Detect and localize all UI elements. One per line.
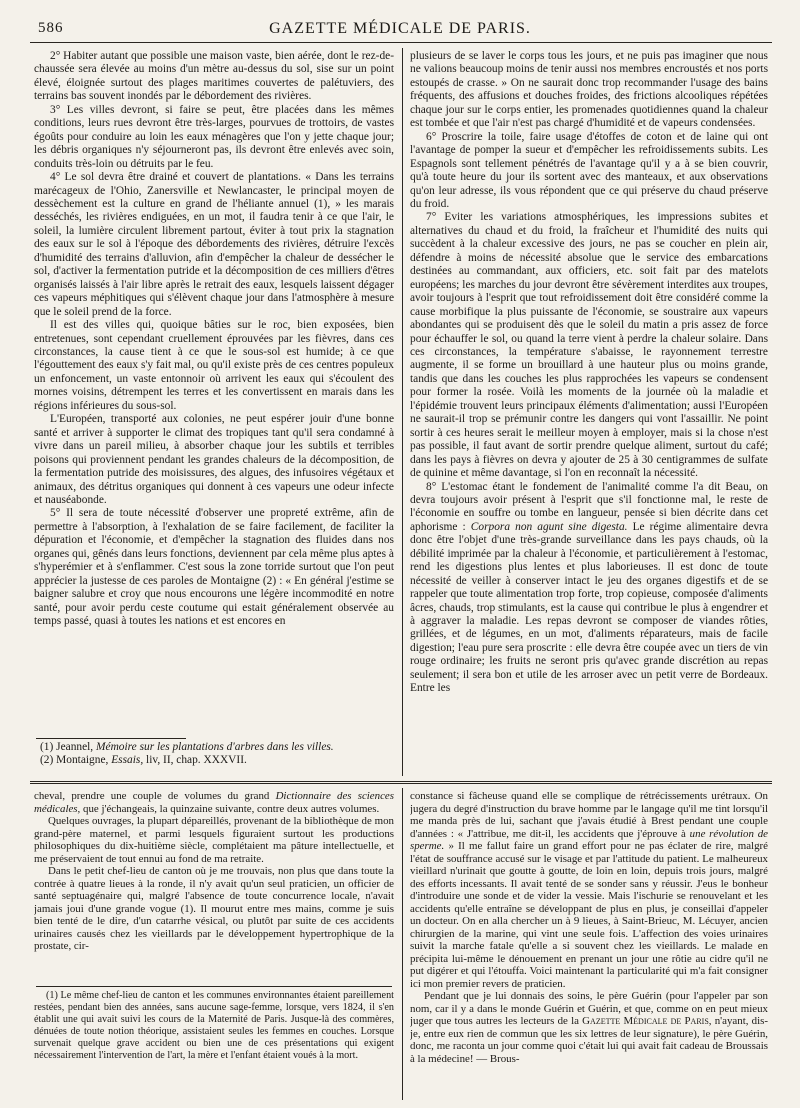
footnote-rule (36, 738, 186, 739)
feuilleton-column-divider (402, 788, 403, 1100)
feuilleton-right-column (410, 790, 768, 1102)
paragraph: 5° Il sera de toute nécessité d'observer une propreté extrême, afin de permettre à l'absorption, à l'exhalation de se faire facilement, de faciliter la dépuration et l'économie, et d'empêcher la stagnation des fluides dans nos organes qui, gênés dans leurs fonctions, deviennent par cela même plus aptes à s'hyperémier et à s'enflammer. C'est sous la zone torride surtout que l'on peut apprécier la justesse de ces paroles de Montaigne (2) : « En général j'estime se baigner salubre et croy que nous encourons une légère incommodité en notre santé, pour avoir perdu ceste coutume qui estait généralement observée au temps passé, quasi à toutes les nations et est encores en (34, 507, 394, 628)
paragraph: plusieurs de se laver le corps tous les jours, et ne puis pas imaginer que nous ne valions beaucoup moins de tenir aussi nos membres encroustés et nos ports estoupés de crasse. » On ne saurait donc trop recommander l'usage des bains fréquents, des affusions et douches froides, des frictions alcooliques répétées chaque jour sur le corps entier, les promenades quotidiennes quand la chaleur est tombée et que l'air n'est pas chargé d'humidité et de vapeurs condensées. (410, 50, 768, 130)
paragraph: Il est des villes qui, quoique bâties sur le roc, bien exposées, bien entretenues, sont cependant cruellement éprouvées par les fièvres, dans ces circonstances, la cause tient à ce que le sous-sol est humide; à ce que l'égouttement des eaux s'y fait mal, ou qu'il existe près de ces centres populeux un enfoncement, un vaste entonnoir où arrivent les eaux qui s'écoulent des mornes voisins, détrempent les terres et les convertissent en marais dans les régions inférieures du sous-sol. (34, 319, 394, 412)
feuilleton-rule (30, 781, 772, 784)
footnote: (1) Jeannel, Mémoire sur les plantations d'arbres dans les villes. (40, 741, 334, 753)
left-footnotes (34, 741, 394, 773)
page-header (30, 18, 770, 40)
footnote: (2) Montaigne, Essais, liv, II, chap. XXXVII. (40, 754, 247, 767)
paragraph: 8° L'estomac étant le fondement de l'animalité comme l'a dit Beau, on devra toujours avoir présent à l'esprit que s'il fonctionne mal, le reste de l'économie en souffre ou tombe en langueur, pensée si bien décrite dans cet aphorisme : Corpora non agunt sine digesta. Le régime alimentaire devra donc être l'objet d'une très-grande surveillance dans les pays chauds, où la débilité imprimée par la chaleur à l'économie, et particulièrement à l'estomac, rend les digestions plus lentes et plus laborieuses. Il est donc de toute nécessité de veiller à conserver intact le jeu des organes digestifs et de se rappeler que toute alimentation trop forte, trop copieuse, composée d'aliments âcres, chauds, trop stimulants, est la cause qui contribue le plus à engendrer et à aggraver la maladie. Les repas devront se composer de viandes rôties, grillées, et de légumes, en un mot, d'aliments réparateurs, mais de facile digestion; l'eau pure sera proscrite : elle devra être coupée avec un tiers de vin rouge ordinaire; les fruits ne seront pris qu'avec grande discrétion au repas seulement; il sera bon et utile de les arroser avec un petit verre de Bordeaux. Entre les (410, 480, 768, 695)
paragraph: 3° Les villes devront, si faire se peut, être placées dans les mêmes conditions, leurs rues devront être très-larges, pourvues de trottoirs, de vastes égoûts pour conduire au loin les eaux ménagères que l'on y jette chaque jour; les débris organiques n'y séjourneront pas, ils devront être enlevés avec soin, conduits très-loin ou détruits par le feu. (34, 103, 394, 170)
page-number: 586 (38, 20, 64, 36)
paragraph: Quelques ouvrages, la plupart dépareillés, provenant de la bibliothèque de mon grand-père maternel, et parmi lesquels figuraient surtout les productions philosophiques du dix-huitième siècle, complétaient ma pâture intellectuelle, et me préservaient de tout ennui au fond de ma retraite. (34, 815, 394, 865)
header-rule (30, 42, 772, 43)
right-column (410, 50, 768, 774)
paragraph: 7° Eviter les variations atmosphériques, les impressions subites et alternatives du chaud et du froid, la fraîcheur et l'humidité des nuits qui succèdent à la chaleur excessive des jours, ne pas se coucher en plein air, défendre à moins de nécessité absolue que le service des embarcations destinées au commandant, aux officiers, etc. soit fait par des matelots européens; les marches du jour devront être sévèrement interdites aux troupes, avoir toujours à l'esprit que tout refroidissement doit être considéré comme la cause morbifique la plus puissante de l'économie, se soustraire aux vapeurs abondantes qui se produisent dès que le soleil du matin a pris assez de force pour échauffer le sol, ou quand la terre vient à perdre la chaleur solaire. Dans ces circonstances, la température s'abaisse, le rayonnement terrestre augmente, il se forme un brouillard à une hauteur plus ou moins grande, tandis que dans les couches les plus rapprochées les vapeurs se condensent pour former la rosée. Voilà les moments de la journée où la maladie et l'épidémie trouvent leurs principaux éléments d'alimentation; aussi l'Européen ne saurait-il trop se prémunir contre les dangers qui vont l'assaillir. Ne point sortir à ces heures serait le meilleur moyen à employer, mais si la chose n'est pas possible, il faut avant de sortir prendre quelque aliment, surtout du café; dans les pays à fièvres on devra y ajouter de 25 à 30 centigrammes de sulfate de quinine et même davantage, si l'on en reconnaît la nécessité. (410, 211, 768, 480)
feuilleton-footnote-rule (36, 986, 392, 987)
paragraph: Dans le petit chef-lieu de canton où je me trouvais, non plus que dans toute la contrée à quatre lieues à la ronde, il n'y avait qu'un seul praticien, un officier de santé septuagénaire qui, malgré l'absence de toute concurrence locale, n'avait jamais joui d'une grande vogue (1). Il mourut entre mes mains, comme je suis bien tenté de le dire, d'un catarrhe vésical, ou plutôt par suite de ces accidents urinaires causés chez les vieillards par le développement hypertrophique de la prostate, cir- (34, 865, 394, 952)
paragraph: 4° Le sol devra être drainé et couvert de plantations. « Dans les terrains marécageux de l'Ohio, Zanersville et Newlancaster, le principal moyen de dessèchement est la culture en grand de l'héliante annuel (1), » les marais desséchés, les rivières endiguées, en un mot, il faudra tenir à ce que l'air, le soleil, la lumière circulent librement partout, éviter à tout prix la stagnation des eaux sur le sol à l'époque des débordements des rivières, détruire l'excès d'humidité des terrains d'alluvion, afin d'empêcher la chaleur de dessécher le sol, d'activer la fermentation putride et la décomposition de ces milliers d'êtres organisés laissés à l'air libre après le retrait des eaux, lesquels laissent dégager ces vapeurs méphitiques qui s'élèvent chaque jour dans l'atmosphère à mesure que le soleil prend de la force. (34, 171, 394, 318)
feuilleton-left-column (34, 790, 394, 985)
paragraph: 6° Proscrire la toile, faire usage d'étoffes de coton et de laine qui ont l'avantage de pomper la sueur et d'empêcher les refroidissements subits. Les Espagnols sont tellement pénétrés de l'avantage qu'il y a à se bien couvrir, qu'à toute heure du jour ils sortent avec des manteaux, et aux observations qu'on leur adresse, ils vous répondent que ce qui préserve du chaud préserve du froid. (410, 130, 768, 210)
feuilleton-footnote (34, 990, 394, 1100)
paragraph: constance si fâcheuse quand elle se complique de rétrécissements urétraux. On jugera du degré d'instruction du brave homme par le langage qu'il me tint lorsqu'il me manda près de lui, sachant que j'avais étudié à Brest pendant une couple d'années : « J'attribue, me dit-il, les accidents que j'éprouve à une révolution de sperme. » Il me fallut faire un grand effort pour ne pas éclater de rire, malgré l'état de souffrance accusé sur le visage et par l'attitude du patient. Le malheureux vieillard n'urinait que goutte à goutte, de loin en loin, depuis trois jours, malgré des efforts incessants. Il avait tenté de se sonder sans y réussir. J'eus le bonheur d'introduire une sonde et de vider la vessie. Mais l'ischurie se renouvelant et les accidents qu'elle entraîne se développant de plus en plus, je conseillai d'appeler un docteur. On en alla chercher un à 9 lieues, à Saint-Brieuc, M. Lécuyer, ancien chirurgien de la marine, qui vint une seule fois. L'affection des voies urinaires suivit la marche fatale qu'elle a si souvent chez les vieillards. Le malade en précipita lui-même le dénouement en prenant un jour une rôtie au cidre qu'il ne put digérer et qui l'étouffa. Voici maintenant la particularité qui m'a fait consigner ici mon premier revers de praticien. (410, 790, 768, 990)
paragraph: Pendant que je lui donnais des soins, le père Guérin (pour l'appeler par son nom, car il y a dans le monde Guérin et Guérin, et que, comme on en peut mieux juger que tous autres les lecteurs de la Gazette Médicale de Paris, n'ayant, dis-je, entre eux rien de commun que les six lettres de leur signature), le père Guérin, donc, me raconta un jour comme quoi c'était lui qui avait fait cadeau de Broussais à la médecine! — Brous- (410, 990, 768, 1065)
paragraph: 2° Habiter autant que possible une maison vaste, bien aérée, dont le rez-de-chaussée sera élevée au moins d'un mètre au-dessus du sol, sise sur un point élevé, éloignée surtout des plages maritimes couvertes de palétuviers, des terrains bas souvent inondés par le débordement des rivières. (34, 50, 394, 103)
paragraph: cheval, prendre une couple de volumes du grand Dictionnaire des sciences médicales, que j'échangeais, la quinzaine suivante, contre deux autres volumes. (34, 790, 394, 815)
left-column (34, 50, 394, 736)
journal-title: GAZETTE MÉDICALE DE PARIS. (269, 20, 531, 37)
footnote: (1) Le même chef-lieu de canton et les communes environnantes étaient pareillement restées, pendant bien des années, sans aucune sage-femme, lorsque, vers 1824, il s'en établit une qui avait suivi les cours de la Maternité de Paris. Jusque-là des commères, dénuées de toute notion théorique, assistaient seules les femmes en couches. Lorsque survenait quelque grave accident ou bien une de ces présentations qui exigent nécessairement l'intervention de l'art, la mère et l'enfant étaient voués à la mort. (34, 990, 394, 1062)
paragraph: L'Européen, transporté aux colonies, ne peut espérer jouir d'une bonne santé et arriver à supporter le climat des tropiques tant qu'il sera condamné à vivre dans un pareil milieu, à absorber chaque jour les subtils et terribles poisons qui proviennent pendant les grandes chaleurs de la décomposition, de la fermentation putride des moisissures, des algues, des infusoires végétaux et animaux, des détritus organiques qui donnent à ces vapeurs une odeur infecte et nauséabonde. (34, 413, 394, 506)
column-divider (402, 48, 403, 776)
